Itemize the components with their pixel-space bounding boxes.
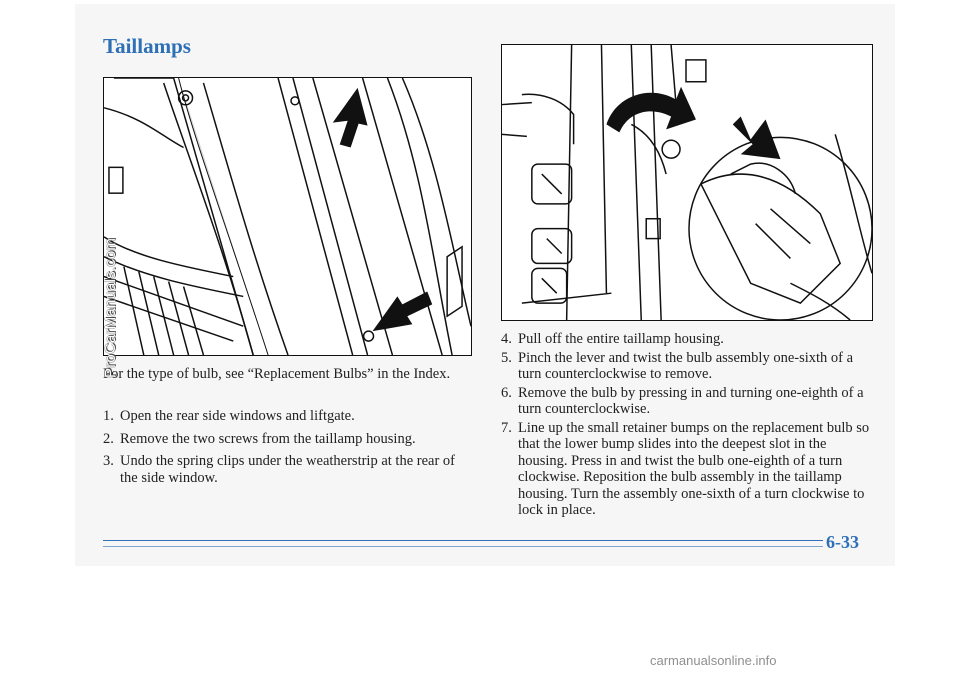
step-number: 5. — [501, 349, 512, 366]
step-number: 4. — [501, 331, 512, 347]
step-number: 2. — [103, 430, 114, 447]
step-item — [501, 385, 876, 418]
steps-left-list — [103, 408, 473, 492]
step-item — [103, 431, 473, 448]
watermark-side: ProCarManuals.com — [102, 237, 119, 378]
step-text: Remove the bulb by pressing in and turning one-eighth of a turn counterclockwise. — [518, 384, 864, 417]
steps-right-list — [501, 331, 876, 521]
step-text: Line up the small retainer bumps on the replacement bulb so that the lower bump slides into the deepest slot in the housing. Press in and twist the bulb one-eighth of a turn clockwise. Reposition the bulb assembly in the taillamp housing. Turn the assembly one-sixth of a turn clockwise to lock in place. — [518, 419, 870, 518]
step-number: 6. — [501, 384, 512, 401]
step-text: Pinch the lever and twist the bulb assembly one-sixth of a turn counterclockwise to remove. — [518, 349, 854, 382]
arrow-upper — [333, 88, 368, 148]
step-item — [501, 350, 876, 383]
step-number: 3. — [103, 453, 114, 469]
intro-paragraph: For the type of bulb, see “Replacement Bulbs” in the Index. — [103, 366, 451, 382]
figure-taillamp-screws — [103, 77, 472, 356]
step-item — [103, 453, 473, 486]
page-number: 6-33 — [826, 532, 859, 552]
illustration-taillamp-screws — [104, 78, 471, 355]
figure-bulb-assembly — [501, 44, 873, 321]
arrow-twist — [606, 87, 696, 133]
step-number: 7. — [501, 419, 512, 436]
step-text: Remove the two screws from the taillamp housing. — [120, 430, 416, 447]
watermark-footer: carmanualsonline.info — [650, 653, 777, 668]
step-text: Undo the spring clips under the weatherstrip at the rear of the side window. — [120, 453, 456, 486]
illustration-bulb-assembly — [502, 45, 872, 320]
step-item — [501, 420, 876, 519]
step-item — [103, 408, 473, 425]
step-number: 1. — [103, 408, 114, 424]
footer-rule — [103, 540, 823, 541]
section-title: Taillamps — [103, 34, 191, 58]
step-text: Open the rear side windows and liftgate. — [120, 408, 355, 424]
step-text: Pull off the entire taillamp housing. — [518, 331, 724, 347]
footer-rule — [103, 546, 823, 547]
arrow-lower — [373, 291, 433, 331]
step-item — [501, 331, 876, 348]
